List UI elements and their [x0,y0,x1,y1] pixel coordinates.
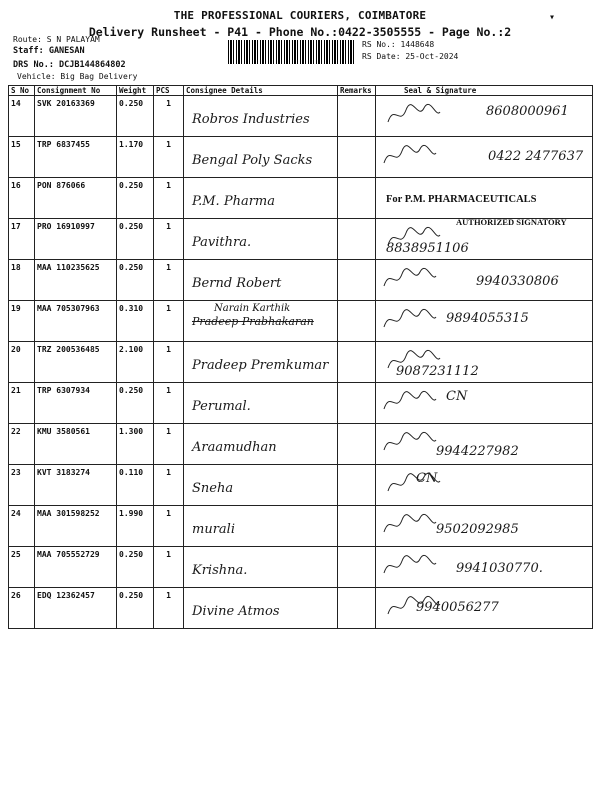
row-consignee-handwritten: Pavithra. [192,235,252,250]
row-weight: 0.310 [117,301,154,342]
table-row [9,547,593,588]
row-remarks [338,588,376,629]
handwritten-signature-scribble [380,141,440,171]
row-signature: 9940330806 [476,274,559,289]
table-row [9,588,593,629]
handwritten-signature-scribble [380,510,440,540]
row-signature-cell [376,465,593,506]
row-pcs: 1 [154,96,184,137]
row-weight: 2.100 [117,342,154,383]
row-pcs: 1 [154,547,184,588]
row-consignee-cell [184,301,338,342]
row-sno: 17 [9,219,35,260]
row-signature: 9944227982 [436,444,519,459]
row-consignee-cell [184,137,338,178]
row-consignment-no: KMU 3580561 [35,424,117,465]
row-consignee-cell [184,178,338,219]
row-consignee-struck: Pradeep Prabhakaran [192,315,314,328]
row-pcs: 1 [154,260,184,301]
handwritten-signature-scribble [380,264,440,294]
drs-label: DRS No.: DCJB144864802 [13,60,126,70]
row-signature-cell [376,137,593,178]
table-row [9,178,593,219]
row-consignee-handwritten: Robros Industries [192,112,310,127]
row-consignment-no: TRP 6837455 [35,137,117,178]
row-signature: CN [446,389,468,404]
row-sno: 23 [9,465,35,506]
row-consignment-no: KVT 3183274 [35,465,117,506]
row-pcs: 1 [154,588,184,629]
row-signature: 9894055315 [446,311,529,326]
row-sno: 26 [9,588,35,629]
row-weight: 0.250 [117,219,154,260]
row-consignment-no: PON 876066 [35,178,117,219]
row-weight: 0.250 [117,547,154,588]
handwritten-signature-scribble [380,551,440,581]
row-signature-cell [376,424,593,465]
row-pcs: 1 [154,465,184,506]
rs-number: RS No.: 1448648 [362,40,435,49]
row-consignee-cell [184,547,338,588]
row-pcs: 1 [154,178,184,219]
row-consignment-no: EDQ 12362457 [35,588,117,629]
row-consignee-handwritten: Narain Karthik [214,303,291,314]
row-signature: CN [416,471,438,486]
col-seal: Seal & Signature [376,86,593,96]
row-pcs: 1 [154,383,184,424]
authorized-signatory-stamp: AUTHORIZED SIGNATORY [456,218,567,227]
row-remarks [338,137,376,178]
row-signature-cell [376,383,593,424]
handwritten-signature-scribble [384,346,444,376]
row-consignment-no: MAA 705552729 [35,547,117,588]
table-row [9,424,593,465]
row-signature-cell [376,506,593,547]
row-sno: 22 [9,424,35,465]
row-consignee-cell [184,465,338,506]
route-label: Route: S N PALAYAM [13,35,100,44]
row-pcs: 1 [154,301,184,342]
handwritten-signature-scribble [384,100,444,130]
row-signature: 8838951106 [386,241,469,256]
row-sno: 16 [9,178,35,219]
row-weight: 0.250 [117,383,154,424]
row-signature-cell [376,178,593,219]
row-signature: 8608000961 [486,104,569,119]
row-consignee-cell [184,342,338,383]
row-consignee-cell [184,588,338,629]
row-sno: 15 [9,137,35,178]
row-weight: 1.990 [117,506,154,547]
row-signature-cell [376,547,593,588]
table-row [9,342,593,383]
handwritten-signature-scribble [384,469,444,499]
table-header-row [9,86,593,96]
runsheet-table [8,85,593,629]
row-remarks [338,219,376,260]
handwritten-signature-scribble [384,223,444,253]
table-row [9,465,593,506]
row-remarks [338,178,376,219]
row-consignee-cell [184,96,338,137]
staff-label: Staff: GANESAN [13,46,85,56]
row-consignment-no: TRP 6307934 [35,383,117,424]
row-remarks [338,260,376,301]
table-row [9,137,593,178]
row-consignment-no: SVK 20163369 [35,96,117,137]
row-pcs: 1 [154,506,184,547]
row-signature: 9087231112 [396,364,479,379]
row-signature: 0422 2477637 [488,149,584,164]
row-pcs: 1 [154,424,184,465]
row-signature-cell [376,260,593,301]
row-weight: 1.170 [117,137,154,178]
row-consignment-no: MAA 110235625 [35,260,117,301]
row-consignee-handwritten: Sneha [192,481,234,496]
row-sno: 24 [9,506,35,547]
handwritten-signature-scribble [380,428,440,458]
row-pcs: 1 [154,342,184,383]
row-remarks [338,547,376,588]
row-consignment-no: TRZ 200536485 [35,342,117,383]
row-remarks [338,96,376,137]
row-consignment-no: MAA 301598252 [35,506,117,547]
row-weight: 1.300 [117,424,154,465]
company-title: THE PROFESSIONAL COURIERS, COIMBATORE [173,9,427,22]
row-weight: 0.110 [117,465,154,506]
handwritten-signature-scribble [384,592,444,622]
col-consignee: Consignee Details [184,86,338,96]
row-consignment-no: MAA 705307963 [35,301,117,342]
corner-mark: ▾ [549,12,556,23]
row-consignee-handwritten: Divine Atmos [192,604,280,619]
table-row [9,506,593,547]
row-remarks [338,342,376,383]
row-sno: 20 [9,342,35,383]
runsheet-subtitle: Delivery Runsheet - P41 - Phone No.:0422-3505555 - Page No.:2 [88,25,512,39]
row-consignee-cell [184,424,338,465]
row-signature: 9502092985 [436,522,519,537]
table-row [9,301,593,342]
row-consignee-cell [184,383,338,424]
row-remarks [338,301,376,342]
row-sno: 19 [9,301,35,342]
row-consignee-handwritten: murali [192,522,235,537]
row-sno: 25 [9,547,35,588]
row-sno: 21 [9,383,35,424]
col-sno: S No [9,86,35,96]
col-pcs: PCS [154,86,184,96]
table-row [9,96,593,137]
table-row [9,260,593,301]
row-remarks [338,383,376,424]
row-pcs: 1 [154,137,184,178]
table-row [9,383,593,424]
row-consignee-handwritten: P.M. Pharma [192,194,275,209]
col-consignment: Consignment No [35,86,117,96]
row-signature-cell [376,301,593,342]
row-remarks [338,506,376,547]
row-signature-cell [376,588,593,629]
row-sno: 14 [9,96,35,137]
row-signature-cell [376,219,593,260]
row-consignee-cell [184,260,338,301]
row-signature: 9941030770. [456,561,543,576]
row-remarks [338,424,376,465]
row-weight: 0.250 [117,178,154,219]
row-weight: 0.250 [117,260,154,301]
row-consignment-no: PRO 16910997 [35,219,117,260]
row-signature-cell [376,96,593,137]
row-pcs: 1 [154,219,184,260]
row-consignee-handwritten: Bernd Robert [192,276,282,291]
row-weight: 0.250 [117,96,154,137]
row-consignee-handwritten: Araamudhan [192,440,277,455]
col-remarks: Remarks [338,86,376,96]
row-consignee-handwritten: Bengal Poly Sacks [192,153,313,168]
row-signature: For P.M. PHARMACEUTICALS [386,194,537,205]
col-weight: Weight [117,86,154,96]
handwritten-signature-scribble [380,305,440,335]
row-consignee-handwritten: Perumal. [192,399,251,414]
rs-date: RS Date: 25-Oct-2024 [362,52,459,61]
row-sno: 18 [9,260,35,301]
handwritten-signature-scribble [380,387,440,417]
barcode [228,40,356,64]
row-remarks [338,465,376,506]
row-consignee-handwritten: Pradeep Premkumar [192,358,329,373]
row-signature: 9940056277 [416,600,499,615]
row-weight: 0.250 [117,588,154,629]
row-signature-cell [376,342,593,383]
row-consignee-cell [184,219,338,260]
vehicle-label: Vehicle: Big Bag Delivery [17,72,138,81]
table-row [9,219,593,260]
row-consignee-handwritten: Krishna. [192,563,248,578]
row-consignee-cell [184,506,338,547]
